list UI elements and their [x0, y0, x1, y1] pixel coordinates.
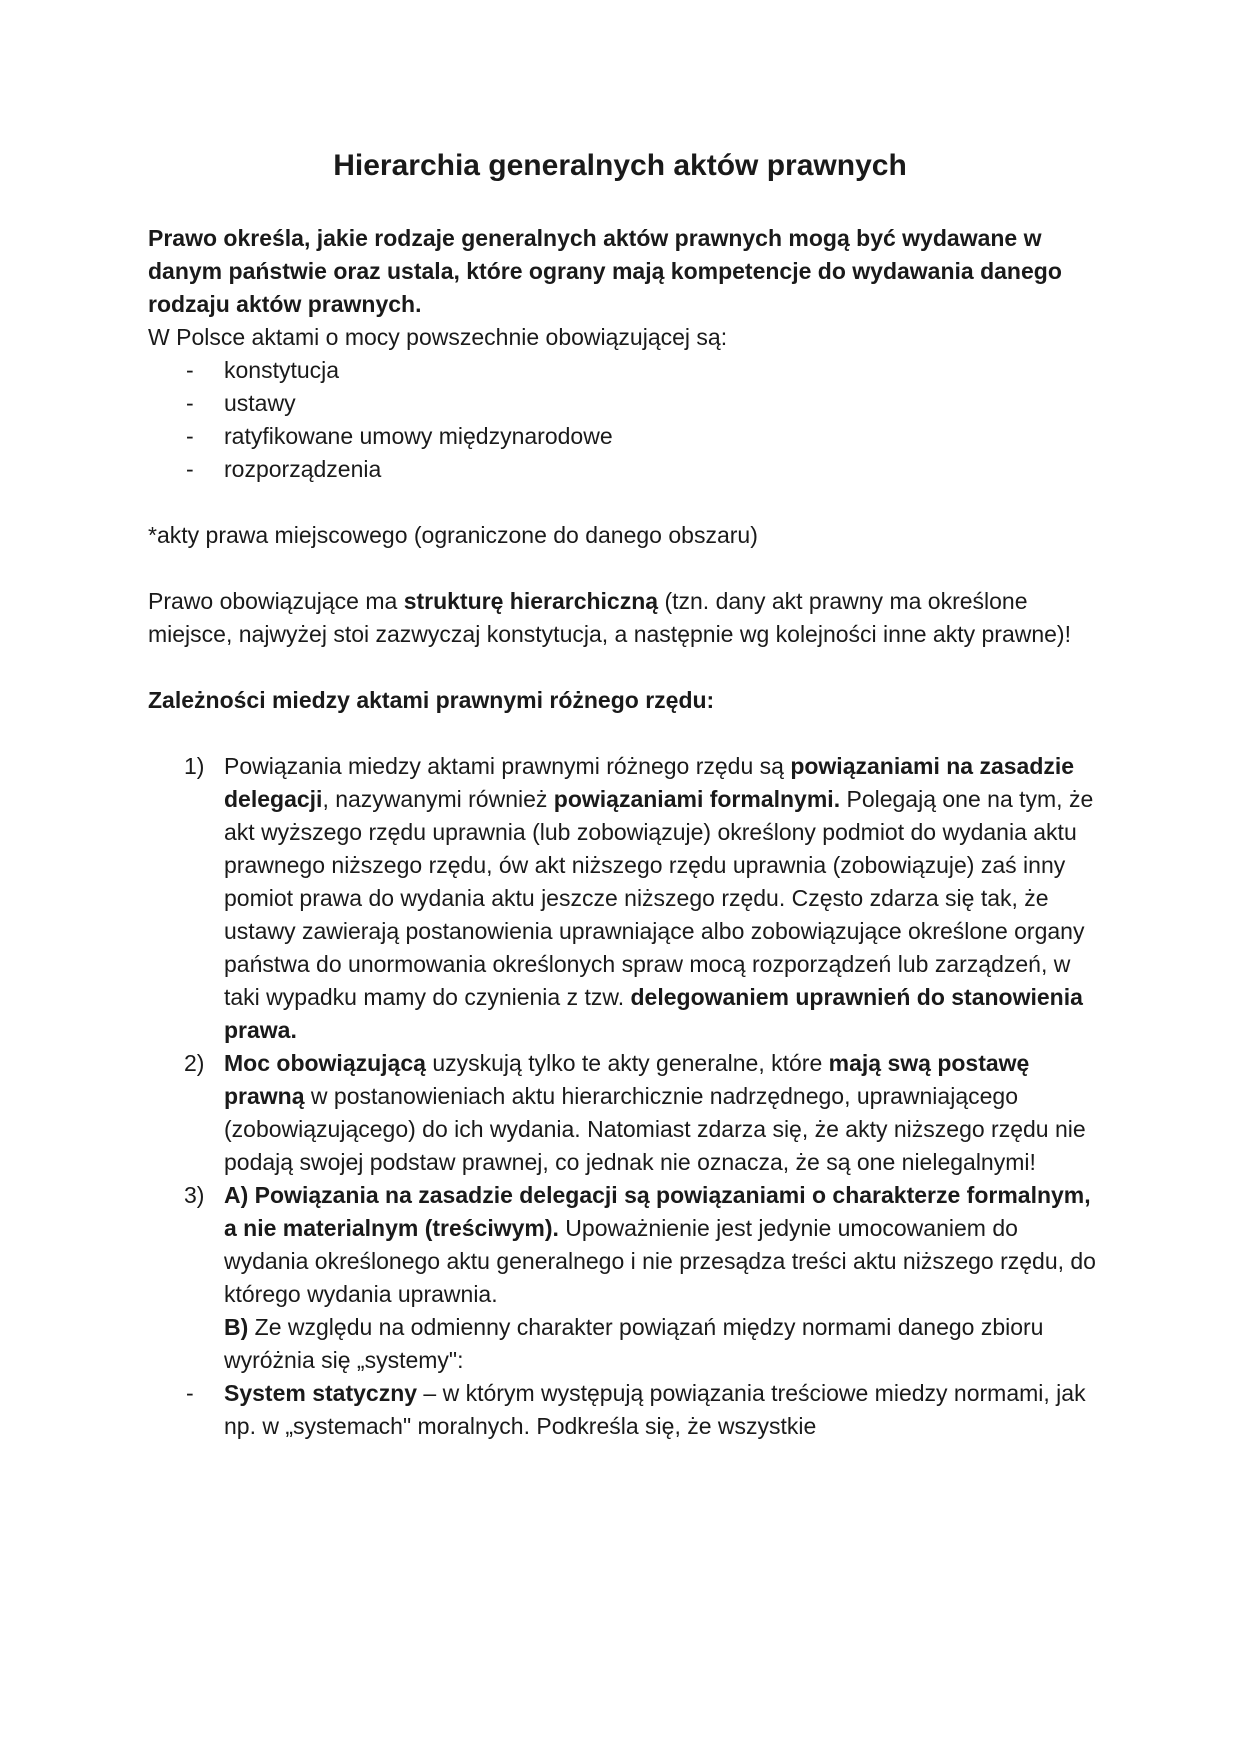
item-text: Upoważnienie jest jedynie umocowaniem do wydania określonego aktu generalnego i nie przesądza treści aktu niższego rzędu, do którego wydania uprawnia.	[224, 1215, 1096, 1307]
section-heading	[148, 684, 1103, 717]
item-text: Ze względu na odmienny charakter powiązań między normami danego zbioru wyróżnia się „systemy":	[224, 1314, 1044, 1373]
item-bold: B)	[224, 1314, 249, 1340]
hierarchy-text: (tzn. dany akt prawny ma określone miejsce, najwyżej stoi zazwyczaj konstytucja, a następnie wg kolejności inne akty prawne)!	[148, 588, 1071, 647]
acts-list	[148, 354, 1103, 486]
item-bold: delegowaniem uprawnień do stanowienia prawa.	[224, 984, 1083, 1043]
intro-line: W Polsce aktami o mocy powszechnie obowiązującej są:	[148, 324, 728, 350]
numbered-item-2	[148, 1047, 1103, 1179]
hierarchy-text: Prawo obowiązujące ma	[148, 588, 404, 614]
local-law-note: *akty prawa miejscowego (ograniczone do danego obszaru)	[148, 522, 758, 548]
list-item: - ratyfikowane umowy międzynarodowe	[148, 420, 1103, 453]
hierarchy-bold: strukturę hierarchiczną	[403, 588, 659, 614]
item-text: w postanowieniach aktu hierarchicznie nadrzędnego, uprawniającego (zobowiązującego) do ich wydania. Natomiast zdarza się, że akty niższego rzędu nie podają swojej podstaw prawnej, co jednak nie oznacza, że są one nielegalnymi!	[224, 1083, 1086, 1175]
item-number: 1)	[184, 753, 205, 779]
intro-bold-text: Prawo określa, jakie rodzaje generalnych aktów prawnych mogą być wydawane w danym państwie oraz ustala, które ograny mają kompetencje do wydawania danego rodzaju aktów prawnych.	[148, 225, 1062, 317]
systems-list	[148, 1377, 1103, 1443]
item-bold: mają swą postawę prawną	[224, 1050, 1030, 1109]
item-bold: Moc obowiązującą	[224, 1050, 426, 1076]
item-text: uzyskują tylko te akty generalne, które	[425, 1050, 829, 1076]
page-title: Hierarchia generalnych aktów prawnych	[333, 149, 907, 182]
numbered-item-3	[148, 1179, 1103, 1377]
system-static-text: – w którym występują powiązania treściowe miedzy normami, jak np. w „systemach" moralnych. Podkreśla się, że wszystkie	[224, 1380, 1086, 1439]
dependencies-list	[148, 750, 1103, 1377]
intro-paragraph	[148, 222, 1103, 321]
list-item: - konstytucja	[148, 354, 1103, 387]
item-bold: A) Powiązania na zasadzie delegacji są powiązaniami o charakterze formalnym, a nie materialnym (treściwym).	[224, 1182, 1091, 1241]
item-number: 2)	[184, 1050, 205, 1076]
item-text: Polegają one na tym, że akt wyższego rzędu uprawnia (lub zobowiązuje) określony podmiot do wydania aktu prawnego niższego rzędu, ów akt niższego rzędu uprawnia (zobowiązuje) zaś inny pomiot prawa do wydania aktu jeszcze niższego rzędu. Często zdarza się tak, że ustawy zawierają postanowienia uprawniające albo zobowiązujące określone organy państwa do unormowania określonych spraw mocą rozporządzeń lub zarządzeń, w taki wypadku mamy do czynienia z tzw.	[224, 786, 1094, 1010]
item-bold: powiązaniami formalnymi.	[553, 786, 841, 812]
item-text: Powiązania miedzy aktami prawnymi różnego rzędu są	[224, 753, 791, 779]
item-number: 3)	[184, 1182, 205, 1208]
document-body	[148, 222, 1103, 1443]
section-heading-text: Zależności miedzy aktami prawnymi różnego rzędu:	[148, 687, 715, 713]
list-item	[148, 1377, 1103, 1443]
item-text: , nazywanymi również	[322, 786, 554, 812]
hierarchy-paragraph	[148, 585, 1103, 651]
numbered-item-1	[148, 750, 1103, 1047]
system-static-label: System statyczny	[224, 1380, 418, 1406]
item-bold: powiązaniami na zasadzie delegacji	[224, 753, 1075, 812]
list-item: - ustawy	[148, 387, 1103, 420]
list-item: - rozporządzenia	[148, 453, 1103, 486]
